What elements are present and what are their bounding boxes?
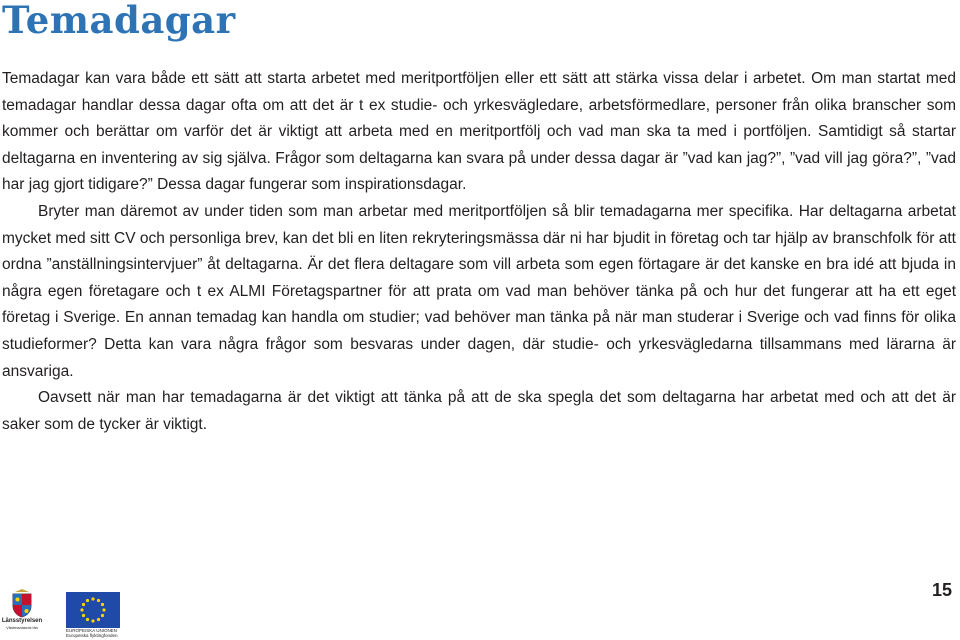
footer-logos (0, 588, 960, 640)
lansstyrelsen-region: Västmanlands län (6, 625, 38, 630)
lansstyrelsen-name: Länsstyrelsen (1, 618, 43, 624)
eu-union-label: EUROPEISKA UNIONEN (66, 628, 118, 633)
eu-logo (66, 592, 126, 640)
crest-icon (11, 588, 33, 618)
paragraph-specific-themes: Bryter man däremot av under tiden som man arbetar med meritportföljen så blir temadagarna mer specifika. Har deltagarna arbetat mycket med sitt CV och personliga brev, kan det bli en liten rekryteringsmässa där ni har bjudit in företag och tar hjälp av branschfolk för att ordna ”anställningsintervjuer” åt deltagarna. Är det flera deltagare som vill arbeta som egen förtagare är det kanske en bra idé att bjuda in några egen företagare och t ex ALMI Företagspartner för att prata om vad man behöver tänka på och hur det fungerar att ha ett eget företag i Sverige. En annan temadag kan handla om studier; vad behöver man tänka på när man studerar i Sverige och vad finns för olika studieformer? Detta kan vara några frågor som besvaras under dagen, där studie- och yrkesvägledarna tillsammans med lärarna är ansvariga. (2, 202, 956, 380)
page-title: Temadagar (2, 0, 236, 42)
body-text (2, 66, 956, 438)
lansstyrelsen-logo (0, 588, 44, 640)
page-number: 15 (931, 580, 952, 600)
eu-flag-icon (66, 592, 120, 628)
paragraph-conclusion: Oavsett när man har temadagarna är det viktigt att tänka på att de ska spegla det som deltagarna har arbetat med och att det är saker som de tycker är viktigt. (2, 389, 956, 433)
paragraph-intro: Temadagar kan vara både ett sätt att starta arbetet med meritportföljen eller ett sätt att stärka vissa delar i arbetet. Om man startat med temadagar handlar dessa dagar ofta om att det är t ex studie- och yrkesvägledare, arbetsförmedlare, personer från olika branscher som kommer och berättar om varför det är viktigt att arbeta med en meritportfölj och vad man ska ta med i portföljen. Samtidigt så startar deltagarna en inventering av sig själva. Frågor som deltagarna kan svara på under dessa dagar är ”vad kan jag?”, ”vad vill jag göra?”, ”vad har jag gjort tidigare?” Dessa dagar fungerar som inspirationsdagar. (2, 70, 956, 194)
eu-fund-label: Europeiska flyktingfonden (66, 633, 118, 638)
